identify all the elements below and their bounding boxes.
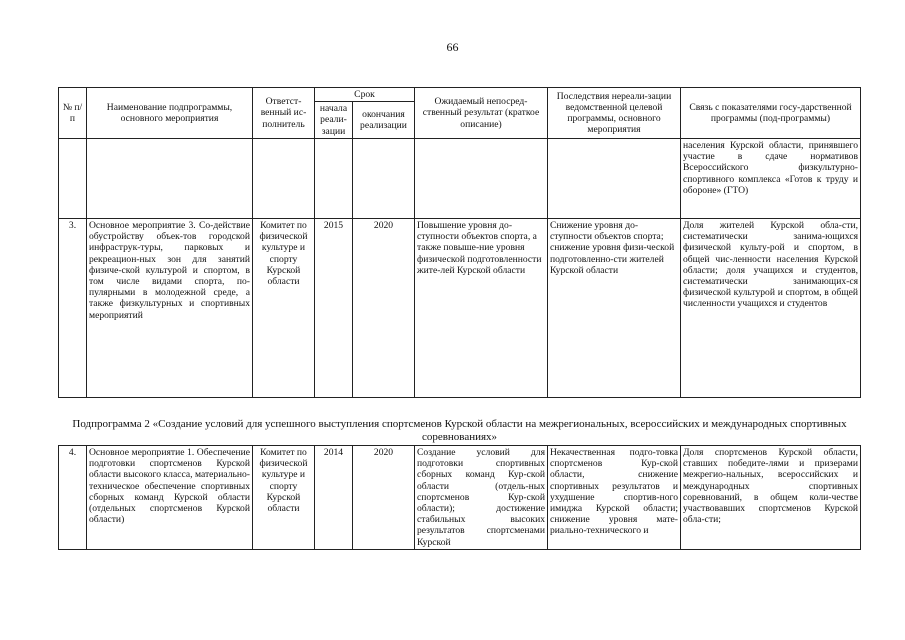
- header-term-end: окончания реализации: [353, 102, 415, 139]
- row4-name: Основное мероприятие 1. Обеспечение подготовки спортсменов Курской области высокого класса, материально-техническое обеспечение спортивных сборных команд Курской области (отдельных спортсменов Курской области): [87, 445, 253, 549]
- header-name: Наименование подпрограммы, основного мероприятия: [87, 88, 253, 139]
- row3-start: 2015: [315, 218, 353, 397]
- program-table: [58, 87, 861, 550]
- page-number: 66: [446, 40, 459, 54]
- row3-result: Повышение уровня до-ступности объектов спорта, а также повыше-ние уровня физической подготовленности жите-лей Курской области: [415, 218, 548, 397]
- row4-executor: Комитет по физической культуре и спорту Курской области: [253, 445, 315, 549]
- row4-num: 4.: [59, 445, 87, 549]
- header-executor: Ответст-венный ис-полнитель: [253, 88, 315, 139]
- subprogram-row: [59, 397, 861, 445]
- row3-num: 3.: [59, 218, 87, 397]
- header-num: № п/п: [59, 88, 87, 139]
- continuation-text: населения Курской области, принявшего участие в сдаче нормативов Всероссийского физкультурно-спортивного комплекса «Готов к труду и обороне» (ГТО): [681, 138, 861, 218]
- header-term: Срок: [315, 88, 415, 102]
- row4-start: 2014: [315, 445, 353, 549]
- row4-end: 2020: [353, 445, 415, 549]
- row4-result: Создание условий для подготовки спортивных сборных команд Кур-ской области (отдель-ных спортсменов Кур-ской области); достижение стабильных высоких результатов спортсменами Курской: [415, 445, 548, 549]
- header-term-start: начала реали-зации: [315, 102, 353, 139]
- header-link: Связь с показателями госу-дарственной программы (под-программы): [681, 88, 861, 139]
- row3-end: 2020: [353, 218, 415, 397]
- row3-executor: Комитет по физической культуре и спорту Курской области: [253, 218, 315, 397]
- header-consequences: Последствия нереали-зации ведомственной целевой программы, основного мероприятия: [548, 88, 681, 139]
- row4-link: Доля спортсменов Курской области, ставших победите-лями и призерами межрегио-нальных, всероссийских и международных спортивных соревнований, в общем коли-честве участвовавших спортсменов Курской обла-сти;: [681, 445, 861, 549]
- subprogram-title: Подпрограмма 2 «Создание условий для успешного выступления спортсменов Курской области на межрегиональных, всероссийских и международных спортивных соревнованиях»: [59, 397, 861, 445]
- table-row-4: [59, 445, 861, 549]
- row3-consequences: Снижение уровня до-ступности объектов спорта; снижение уровня физи-ческой подготовленно-сти жителей Курской области: [548, 218, 681, 397]
- header-row: [59, 88, 861, 102]
- row3-name: Основное мероприятие 3. Со-действие обустройству объек-тов городской инфраструк-туры, парковых и рекреацион-ных зон для занятий физиче-ской культурой и спортом, в том числе видами спорта, по-пулярными в молодежной среде, а также физкультурных и спортивных мероприятий: [87, 218, 253, 397]
- row4-consequences: Некачественная подго-товка спортсменов Кур-ской области, снижение спортивных результатов и ухудшение спортив-ного имиджа Курской области; снижение уровня мате-риально-технического и: [548, 445, 681, 549]
- row3-link: Доля жителей Курской обла-сти, систематически занима-ющихся физической культу-рой и спортом, в общей чис-ленности населения Курской области; доля учащихся и студентов, систематически занимающих-ся физической культурой и спортом, в общей численности учащихся и студентов: [681, 218, 861, 397]
- table-row-3: [59, 218, 861, 397]
- continuation-row: [59, 138, 861, 218]
- header-result: Ожидаемый непосред-ственный результат (краткое описание): [415, 88, 548, 139]
